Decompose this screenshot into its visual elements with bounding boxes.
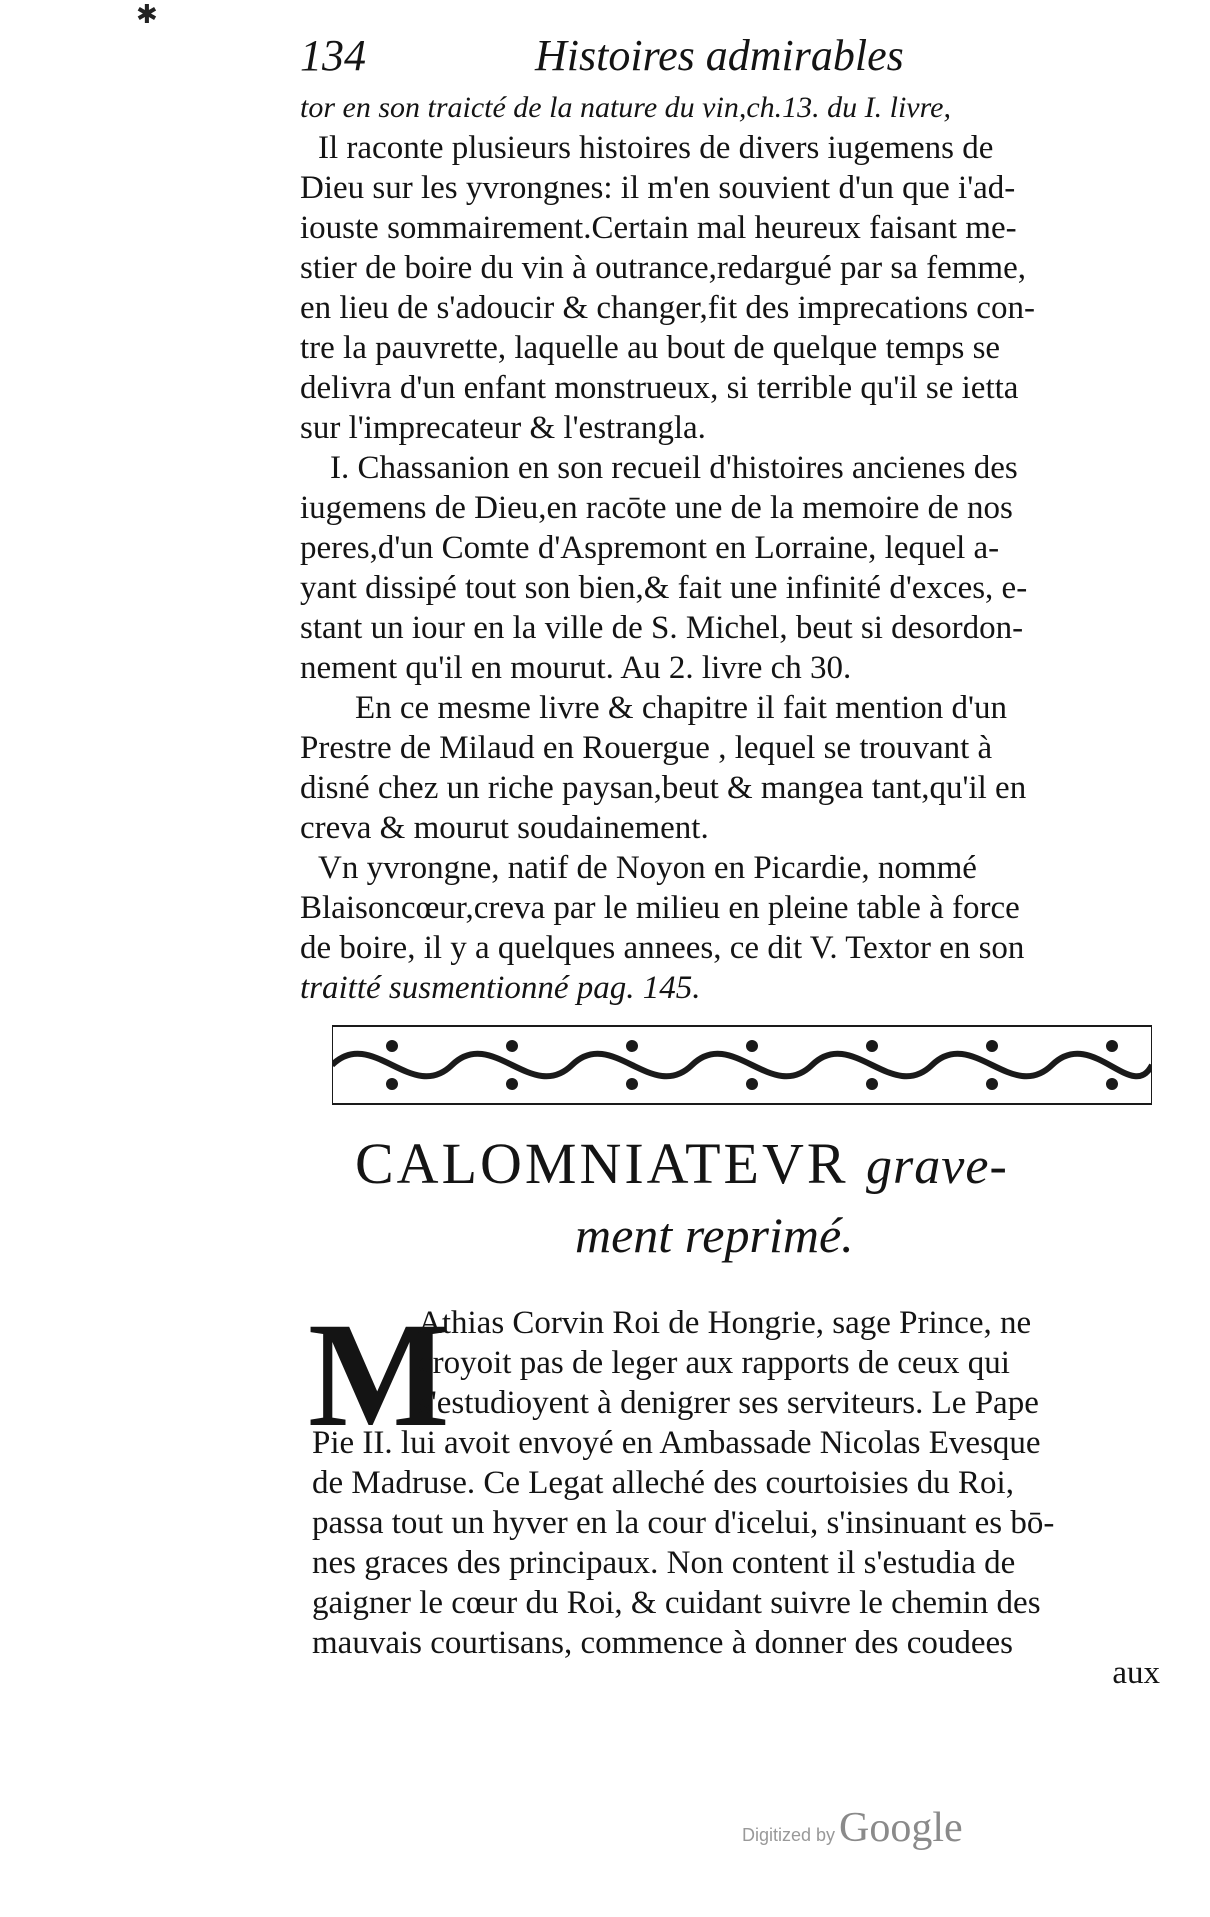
text-line: delivra d'un enfant monstrueux, si terrible qu'il se ietta	[300, 370, 1019, 406]
decorative-ornament-band	[332, 1016, 1152, 1114]
text-line: yant dissipé tout son bien,& fait une infinité d'exces, e-	[300, 570, 1028, 606]
text-line: de boire, il y a quelques annees, ce dit V. Textor en son	[300, 930, 1025, 966]
text-line: peres,d'un Comte d'Aspremont en Lorraine, lequel a-	[300, 530, 1000, 566]
digitized-footer	[742, 1804, 963, 1852]
body-line: nes graces des principaux. Non content il s'estudia de	[312, 1545, 1016, 1581]
margin-mark: ✱	[136, 0, 158, 29]
body-line: mauvais courtisans, commence à donner des coudees	[312, 1625, 1014, 1661]
text-line: Dieu sur les yvrongnes: il m'en souvient d'un que i'ad-	[300, 170, 1016, 206]
digitized-label: Digitized by	[742, 1825, 836, 1845]
page-number: 134	[300, 31, 366, 80]
page-header	[300, 30, 1180, 86]
body-line: Athias Corvin Roi de Hongrie, sage Prince, ne	[418, 1305, 1032, 1341]
text-line: iugemens de Dieu,en racōte une de la memoire de nos	[300, 490, 1013, 526]
text-line: En ce mesme livre & chapitre il fait mention d'un	[355, 690, 1007, 726]
text-line: Il raconte plusieurs histoires de divers iugemens de	[318, 130, 994, 166]
text-line: iouste sommairement.Certain mal heureux faisant me-	[300, 210, 1017, 246]
text-line: Blaisoncœur,creva par le milieu en pleine table à force	[300, 890, 1020, 926]
body-line: de Madruse. Ce Legat alleché des courtoisies du Roi,	[312, 1465, 1014, 1501]
body-line: s'estudioyent à denigrer ses serviteurs. Le Pape	[418, 1385, 1039, 1421]
body-line: gaigner le cœur du Roi, & cuidant suivre le chemin des	[312, 1585, 1041, 1621]
text-line: disné chez un riche paysan,beut & mangea tant,qu'il en	[300, 770, 1027, 806]
text-line: stier de boire du vin à outrance,redargué par sa femme,	[300, 250, 1026, 286]
text-line: tor en son traicté de la nature du vin,ch.13. du I. livre,	[300, 91, 951, 124]
section-heading-line2: ment reprimé.	[575, 1207, 854, 1263]
heading-continuation: grave-	[866, 1138, 1008, 1195]
drop-capital: M	[308, 1292, 450, 1458]
text-line: Prestre de Milaud en Rouergue , lequel se trouvant à	[300, 730, 993, 766]
text-line: traitté susmentionné pag. 145.	[300, 970, 701, 1006]
text-line: Vn yvrongne, natif de Noyon en Picardie, nommé	[318, 850, 977, 886]
text-line: sur l'imprecateur & l'estrangla.	[300, 410, 706, 446]
body-line: Pie II. lui avoit envoyé en Ambassade Nicolas Evesque	[312, 1425, 1041, 1461]
text-line: tre la pauvrette, laquelle au bout de quelque temps se	[300, 330, 1001, 366]
google-logo: Google	[839, 1805, 963, 1851]
body-line: croyoit pas de leger aux rapports de ceux qui	[418, 1345, 1010, 1381]
text-line: creva & mourut soudainement.	[300, 810, 709, 846]
section-heading	[355, 1130, 1008, 1197]
catchword: aux	[1112, 1655, 1160, 1691]
text-line: en lieu de s'adoucir & changer,fit des imprecations con-	[300, 290, 1035, 326]
heading-caps: CALOMNIATEVR	[355, 1131, 849, 1196]
text-line: I. Chassanion en son recueil d'histoires ancienes des	[330, 450, 1018, 486]
text-line: stant un iour en la ville de S. Michel, beut si desordon-	[300, 610, 1024, 646]
body-line: passa tout un hyver en la cour d'icelui, s'insinuant es bō-	[312, 1505, 1055, 1541]
text-line: nement qu'il en mourut. Au 2. livre ch 30.	[300, 650, 852, 686]
running-title: Histoires admirables	[535, 31, 904, 80]
